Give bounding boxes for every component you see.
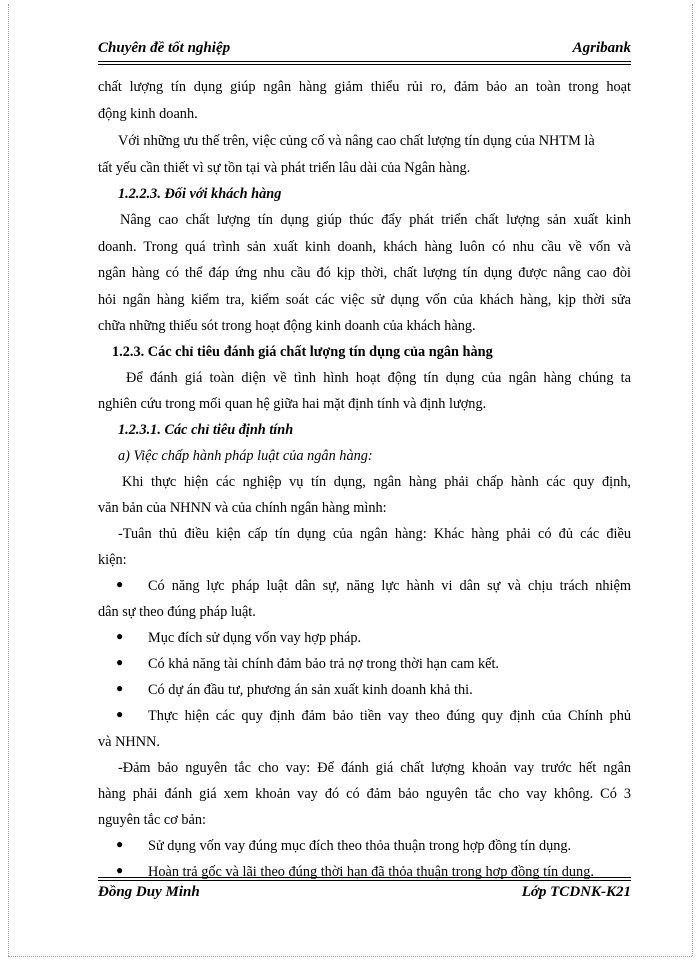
list-item-text: Có năng lực pháp luật dân sự, năng lực hành vi dân sự và chịu trách nhiệm xyxy=(148,578,631,594)
header-bank: Agribank xyxy=(572,40,631,56)
list-item xyxy=(98,681,631,699)
text-line: doanh. Trong quá trình sản xuất kinh doanh, khách hàng luôn có nhu cầu về vốn và xyxy=(98,239,631,255)
page-footer xyxy=(98,884,631,904)
page-border-right xyxy=(692,4,693,956)
text-line: và NHNN. xyxy=(98,734,160,750)
section-heading: 1.2.3.1. Các chỉ tiêu định tính xyxy=(118,422,294,438)
list-item-text: Có dự án đầu tư, phương án sản xuất kinh doanh khả thi. xyxy=(148,682,473,698)
footer-rule xyxy=(98,877,631,881)
list-item xyxy=(98,629,631,647)
text-line: -Đảm bảo nguyên tắc cho vay: Để đánh giá chất lượng khoản vay trước hết ngân xyxy=(118,760,631,776)
text-line: Khi thực hiện các nghiệp vụ tín dụng, ngân hàng phải chấp hành các quy định, xyxy=(122,474,631,490)
list-item xyxy=(98,577,631,595)
list-item xyxy=(98,707,631,725)
header-rule xyxy=(98,61,631,65)
list-item-text: Hoàn trả gốc và lãi theo đúng thời hạn đã thỏa thuận trong hợp đồng tín dụng. xyxy=(148,864,594,880)
subsection-heading: a) Việc chấp hành pháp luật của ngân hàng: xyxy=(118,448,373,464)
text-line: chữa những thiếu sót trong hoạt động kinh doanh của khách hàng. xyxy=(98,318,476,334)
bullet-icon: ● xyxy=(116,577,124,591)
text-line: Với những ưu thế trên, việc củng cố và nâng cao chất lượng tín dụng của NHTM là xyxy=(118,133,595,149)
text-line: Để đánh giá toàn diện về tình hình hoạt động tín dụng của ngân hàng chúng ta xyxy=(126,370,631,386)
bullet-icon: ● xyxy=(116,837,124,851)
text-line: hàng phải đánh giá xem khoản vay đó có đảm bảo nguyên tắc cho vay không. Có 3 xyxy=(98,786,631,802)
text-line: văn bản của NHNN và của chính ngân hàng mình: xyxy=(98,500,387,516)
text-line: động kinh doanh. xyxy=(98,106,198,122)
list-item-text: Có khả năng tài chính đảm bảo trả nợ trong thời hạn cam kết. xyxy=(148,656,500,672)
text-line: nghiên cứu trong mối quan hệ giữa hai mặt định tính và định lượng. xyxy=(98,396,487,412)
text-line: dân sự theo đúng pháp luật. xyxy=(98,604,256,620)
text-line: kiện: xyxy=(98,552,127,568)
section-heading: 1.2.2.3. Đối với khách hàng xyxy=(118,186,282,202)
text-line: chất lượng tín dụng giúp ngân hàng giảm thiểu rủi ro, đảm bảo an toàn trong hoạt xyxy=(98,79,631,95)
list-item xyxy=(98,837,631,855)
bullet-icon: ● xyxy=(116,681,124,695)
text-line: nguyên tắc cơ bản: xyxy=(98,812,206,828)
page-border-bottom xyxy=(8,956,692,957)
list-item-text: Mục đích sử dụng vốn vay hợp pháp. xyxy=(148,630,362,646)
list-item-text: Thực hiện các quy định đảm bảo tiền vay theo đúng quy định của Chính phủ xyxy=(148,708,631,724)
bullet-icon: ● xyxy=(116,863,124,877)
bullet-icon: ● xyxy=(116,655,124,669)
text-line: -Tuân thủ điều kiện cấp tín dụng của ngân hàng: Khác hàng phải có đủ các điều xyxy=(118,526,631,542)
text-line: tất yếu cần thiết vì sự tồn tại và phát triển lâu dài của Ngân hàng. xyxy=(98,160,471,176)
list-item xyxy=(98,655,631,673)
page-header xyxy=(98,40,631,60)
footer-author: Đồng Duy Minh xyxy=(98,884,200,900)
bullet-icon: ● xyxy=(116,707,124,721)
text-line: Nâng cao chất lượng tín dụng giúp thúc đẩy phát triển chất lượng sản xuất kinh xyxy=(120,212,631,228)
header-title: Chuyên đề tốt nghiệp xyxy=(98,40,231,56)
section-heading: 1.2.3. Các chỉ tiêu đánh giá chất lượng tín dụng của ngân hàng xyxy=(112,344,493,360)
bullet-icon: ● xyxy=(116,629,124,643)
footer-class: Lớp TCDNK-K21 xyxy=(521,884,631,900)
text-line: hỏi ngân hàng kiểm tra, kiểm soát các việc sử dụng vốn của khách hàng, kịp thời sửa xyxy=(98,292,631,308)
list-item-text: Sử dụng vốn vay đúng mục đích theo thỏa thuận trong hợp đồng tín dụng. xyxy=(148,838,572,854)
page-border-left xyxy=(8,4,9,956)
text-line: ngân hàng có thể đáp ứng nhu cầu đó kịp thời, chất lượng tín dụng được nâng cao đòi xyxy=(98,265,631,281)
